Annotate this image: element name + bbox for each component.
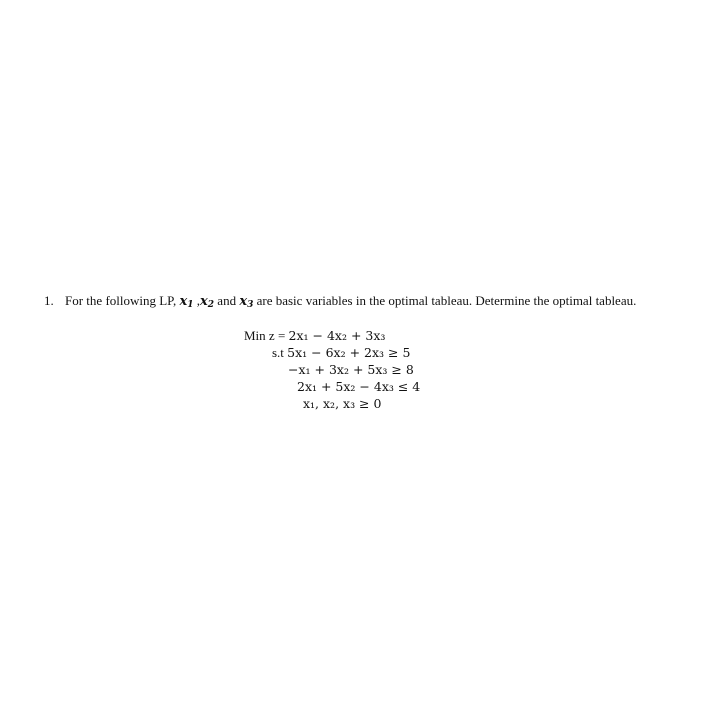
constraint-3: 2x₁ + 5x₂ − 4x₃ ≤ 4 bbox=[297, 379, 421, 394]
and-text: and bbox=[214, 293, 240, 308]
problem-statement bbox=[44, 292, 669, 310]
nonnegativity-constraint: x₁, x₂, x₃ ≥ 0 bbox=[303, 396, 382, 411]
objective-row bbox=[244, 327, 385, 344]
constraint-row-3 bbox=[297, 378, 420, 395]
nonnegativity-row bbox=[303, 395, 381, 412]
constraint-2: −x₁ + 3x₂ + 5x₃ ≥ 8 bbox=[288, 362, 414, 377]
constraint-label: s.t bbox=[272, 345, 288, 360]
variable-x1: $x_1$ bbox=[179, 294, 194, 310]
variable-x3: $x_3$ bbox=[239, 294, 254, 310]
problem-text bbox=[65, 292, 669, 310]
variable-x2: $x_2$ bbox=[200, 294, 215, 310]
constraint-row-1 bbox=[272, 344, 410, 361]
objective-expression: 2x₁ − 4x₂ + 3x₃ bbox=[288, 328, 386, 343]
variable-separator: , bbox=[193, 293, 201, 308]
problem-text-after: are basic variables in the optimal tableau. Determine the optimal tableau. bbox=[253, 293, 637, 308]
constraint-1: 5x₁ − 6x₂ + 2x₃ ≥ 5 bbox=[287, 345, 411, 360]
constraint-row-2 bbox=[288, 361, 414, 378]
objective-label: Min z = bbox=[244, 328, 289, 343]
problem-text-before: For the following LP, bbox=[65, 293, 180, 308]
problem-number: 1. bbox=[44, 293, 54, 308]
